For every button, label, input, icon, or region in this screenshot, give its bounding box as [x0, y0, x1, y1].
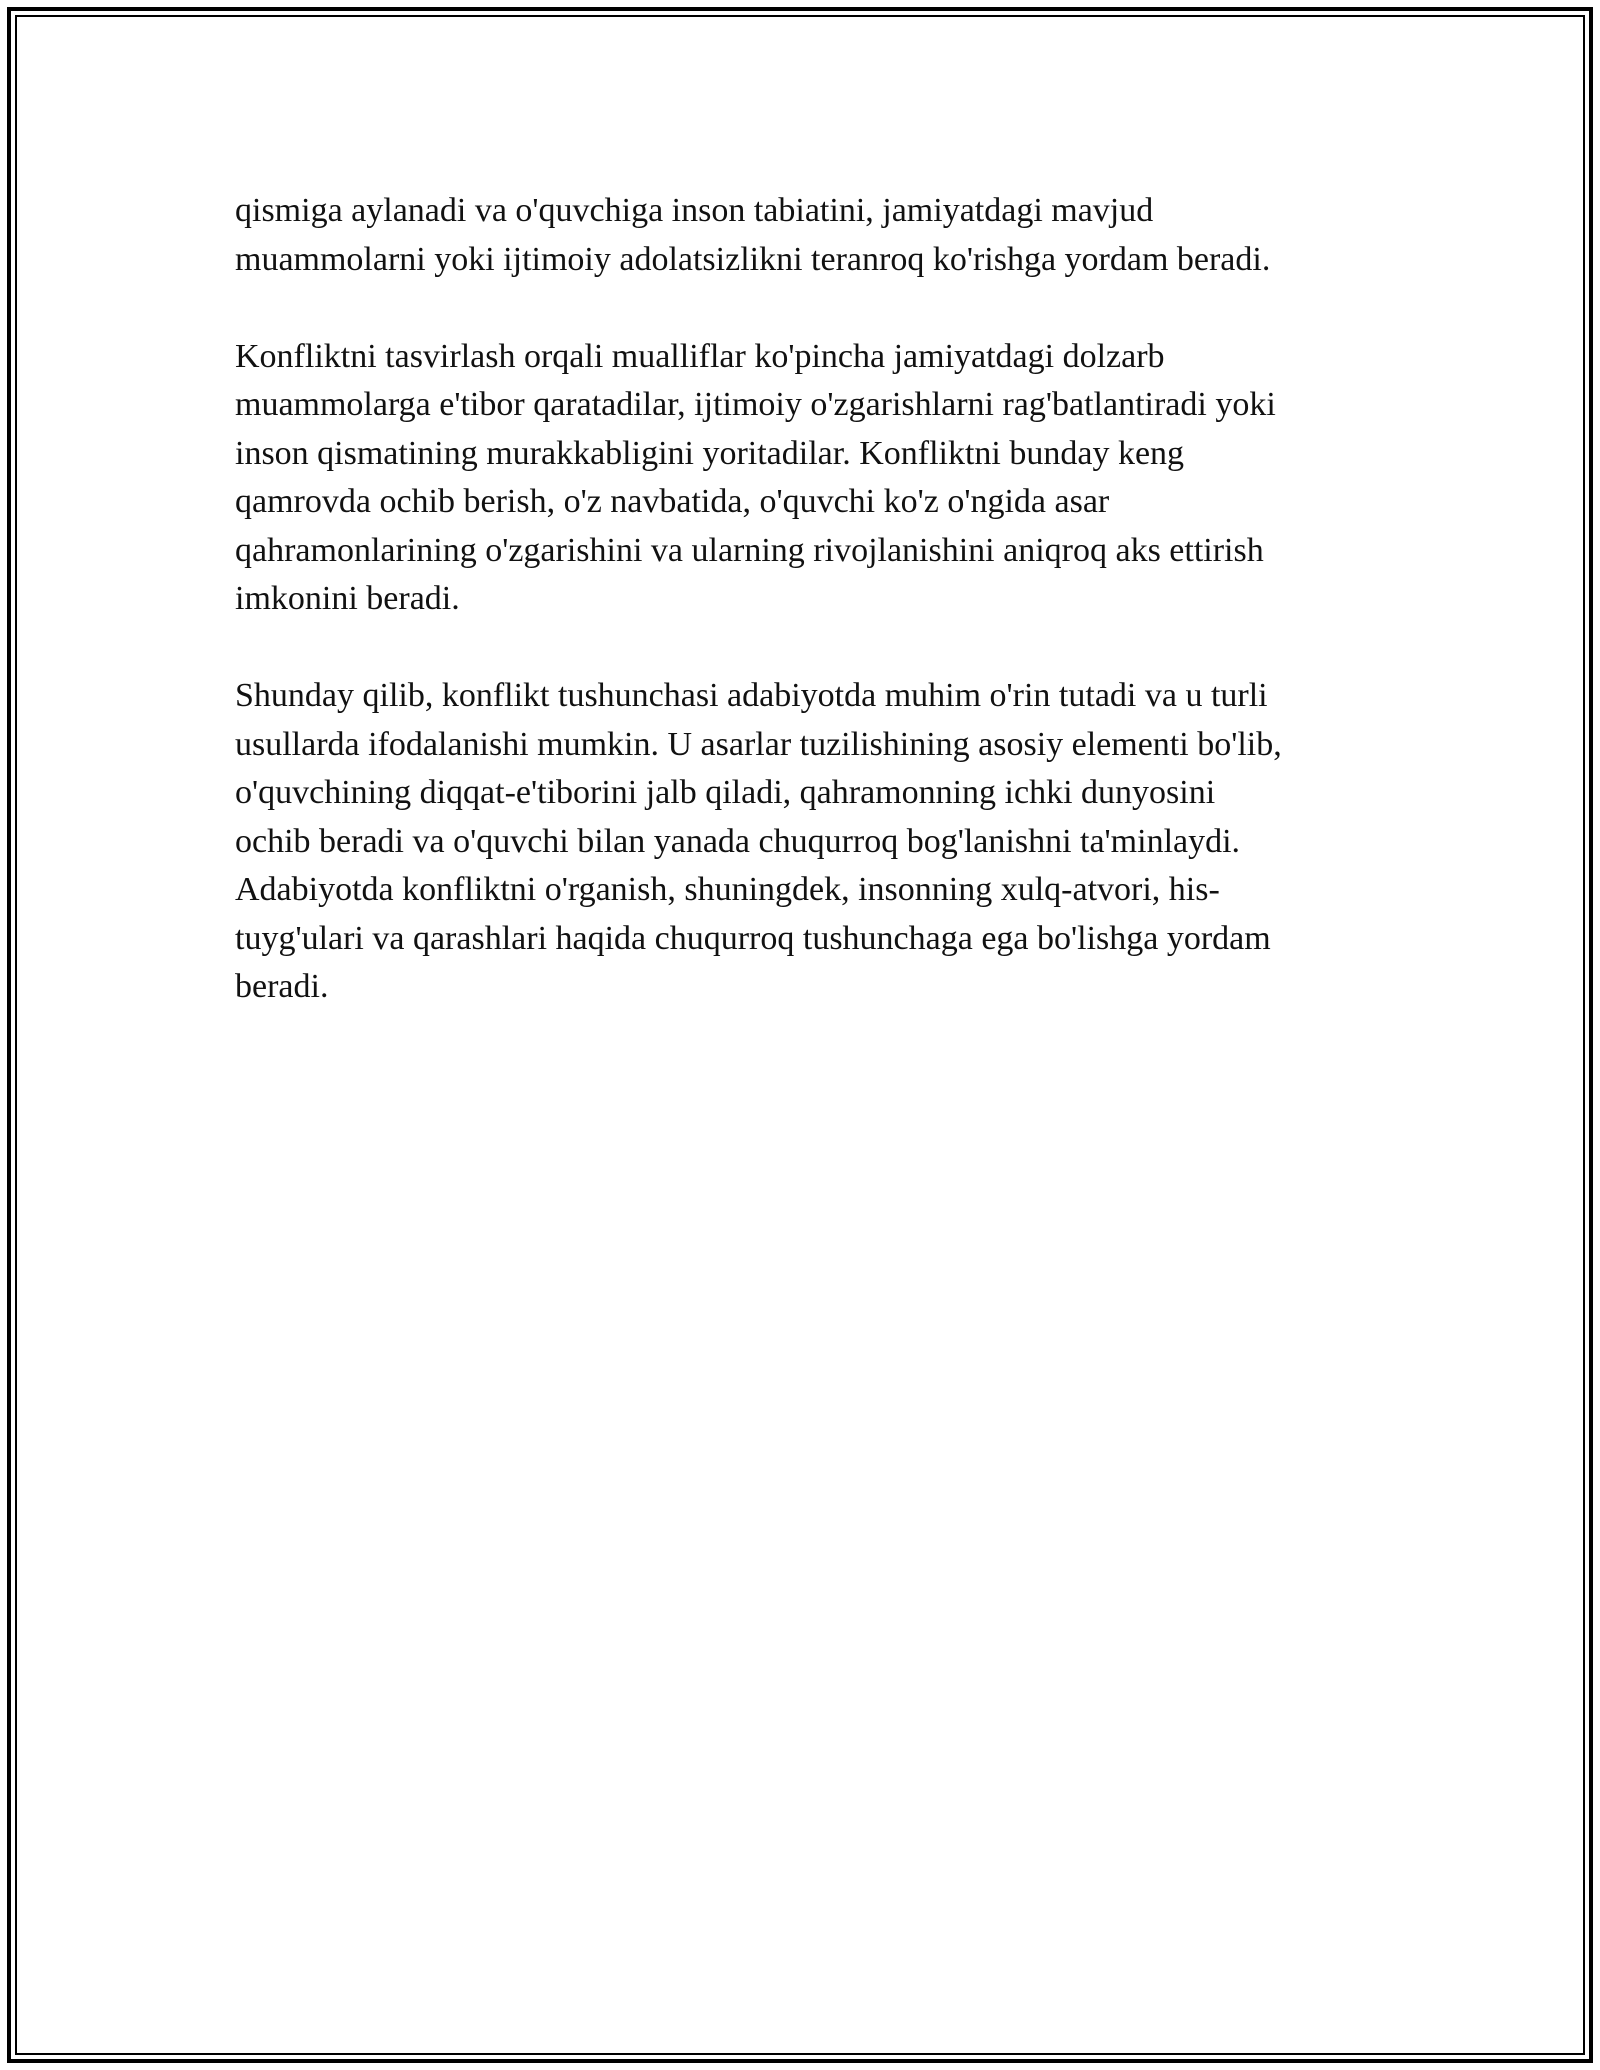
- text-line: qahramonlarining o'zgarishini va ularning rivojlanishini aniqroq aks ettirish: [235, 531, 1264, 569]
- text-line: beradi.: [235, 968, 329, 1005]
- paragraph-2: [235, 333, 1375, 624]
- paragraph-3: [235, 672, 1375, 1012]
- text-line: ochib beradi va o'quvchi bilan yanada chuqurroq bog'lanishni ta'minlaydi.: [235, 822, 1241, 860]
- text-line: muammolarga e'tibor qaratadilar, ijtimoiy o'zgarishlarni rag'batlantiradi yoki: [235, 386, 1276, 423]
- text-line: inson qismatining murakkabligini yoritadilar. Konfliktni bunday keng: [235, 434, 1185, 472]
- text-line: imkonini beradi.: [235, 580, 460, 617]
- text-line: Konfliktni tasvirlash orqali mualliflar ko'pincha jamiyatdagi dolzarb: [235, 337, 1165, 375]
- text-line: Adabiyotda konfliktni o'rganish, shuningdek, insonning xulq-atvori, his-: [235, 871, 1220, 908]
- text-line: tuyg'ulari va qarashlari haqida chuqurroq tushunchaga ega bo'lishga yordam: [235, 919, 1271, 957]
- text-line: usullarda ifodalanishi mumkin. U asarlar tuzilishining asosiy elementi bo'lib,: [235, 725, 1282, 763]
- text-line: o'quvchining diqqat-e'tiborini jalb qiladi, qahramonning ichki dunyosini: [235, 774, 1216, 811]
- document-body: [235, 187, 1375, 1060]
- text-line: qamrovda ochib berish, o'z navbatida, o'quvchi ko'z o'ngida asar: [235, 483, 1110, 520]
- text-line: qismiga aylanadi va o'quvchiga inson tabiatini, jamiyatdagi mavjud: [235, 192, 1154, 229]
- paragraph-1: [235, 187, 1375, 284]
- text-line: Shunday qilib, konflikt tushunchasi adabiyotda muhim o'rin tutadi va u turli: [235, 677, 1268, 714]
- text-line: muammolarni yoki ijtimoiy adolatsizlikni teranroq ko'rishga yordam beradi.: [235, 240, 1271, 278]
